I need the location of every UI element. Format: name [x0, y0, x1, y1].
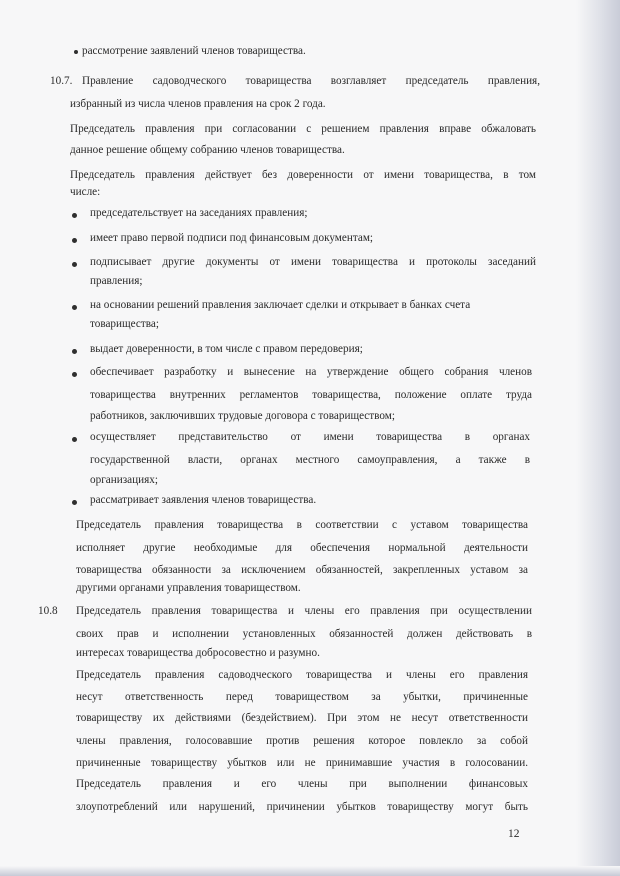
list-item: рассматривает заявления членов товарищества.	[90, 494, 317, 506]
section-10-7-closing: другими органами управления товариществом.	[76, 582, 301, 594]
section-10-7-paragraph: Председатель правления действует без доверенности от имени товарищества, в том	[70, 169, 536, 181]
list-item: организациях;	[90, 474, 158, 486]
section-10-8-paragraph: причиненные товариществу убытков или не принимавшие участия в голосовании.	[76, 757, 528, 769]
list-item: обеспечивает разработку и вынесение на утверждение общего собрания членов	[90, 366, 532, 378]
list-item: правления;	[90, 275, 143, 287]
bullet-marker	[72, 238, 77, 243]
section-number-10-8: 10.8	[38, 605, 58, 617]
bullet-marker	[72, 213, 77, 218]
section-10-8-paragraph: злоупотреблений или нарушений, причинении убытков товариществу могут быть	[76, 801, 528, 813]
list-item: товарищества внутренних регламентов товарищества, положение оплате труда	[90, 389, 532, 401]
section-10-7-paragraph: данное решение общему собранию членов товарищества.	[70, 144, 345, 156]
list-item: на основании решений правления заключает сделки и открывает в банках счета	[90, 299, 471, 311]
top-list-item: рассмотрение заявлений членов товарищества.	[82, 45, 306, 57]
list-item: работников, заключивших трудовые договора с товариществом;	[90, 410, 395, 422]
section-10-7-line: избранный из числа членов правления на срок 2 года.	[70, 98, 326, 110]
section-10-8-paragraph: члены правления, голосовавшие против решения которое повлекло за собой	[76, 735, 528, 747]
list-item: государственной власти, органах местного самоуправления, а также в	[90, 454, 530, 466]
bullet-marker	[72, 349, 77, 354]
section-10-7-line: Правление садоводческого товарищества возглавляет председатель правления,	[82, 75, 540, 87]
list-item: подписывает другие документы от имени товарищества и протоколы заседаний	[90, 256, 536, 268]
section-10-8-paragraph: Председатель правления и его члены при выполнении финансовых	[76, 778, 528, 790]
list-item: имеет право первой подписи под финансовым документам;	[90, 232, 374, 244]
bullet-marker	[72, 372, 77, 377]
bullet-marker	[74, 50, 78, 54]
list-item: выдает доверенности, в том числе с правом передоверия;	[90, 343, 363, 355]
page-number: 12	[508, 828, 520, 840]
section-number-10-7: 10.7.	[50, 75, 73, 87]
list-item: товарищества;	[90, 318, 159, 330]
bullet-marker	[72, 262, 77, 267]
section-10-8-paragraph: несут ответственность перед товариществом за убытки, причиненные	[76, 691, 528, 703]
section-10-7-closing: Председатель правления товарищества в соответствии с уставом товарищества	[76, 519, 528, 531]
section-10-8-paragraph: Председатель правления садоводческого товарищества и члены его правления	[76, 669, 528, 681]
list-item: председательствует на заседаниях правления;	[90, 207, 308, 219]
bullet-marker	[72, 500, 77, 505]
section-10-8-line: Председатель правления товарищества и члены его правления при осуществлении	[76, 605, 532, 617]
section-10-7-closing: исполняет другие необходимые для обеспечения нормальной деятельности	[76, 542, 528, 554]
section-10-8-line: интересах товарищества добросовестно и разумно.	[76, 647, 320, 659]
section-10-8-paragraph: товариществу их действиями (бездействием). При этом не несут ответственности	[76, 712, 528, 724]
section-10-8-line: своих прав и исполнении установленных обязанностей должен действовать в	[76, 628, 532, 640]
section-10-7-closing: товарищества обязанности за исключением обязанностей, закрепленных уставом за	[76, 564, 528, 576]
section-10-7-paragraph: числе:	[70, 186, 101, 198]
bullet-marker	[72, 305, 77, 310]
list-item: осуществляет представительство от имени товарищества в органах	[90, 431, 530, 443]
section-10-7-paragraph: Председатель правления при согласовании с решением правления вправе обжаловать	[70, 123, 536, 135]
bullet-marker	[72, 437, 77, 442]
